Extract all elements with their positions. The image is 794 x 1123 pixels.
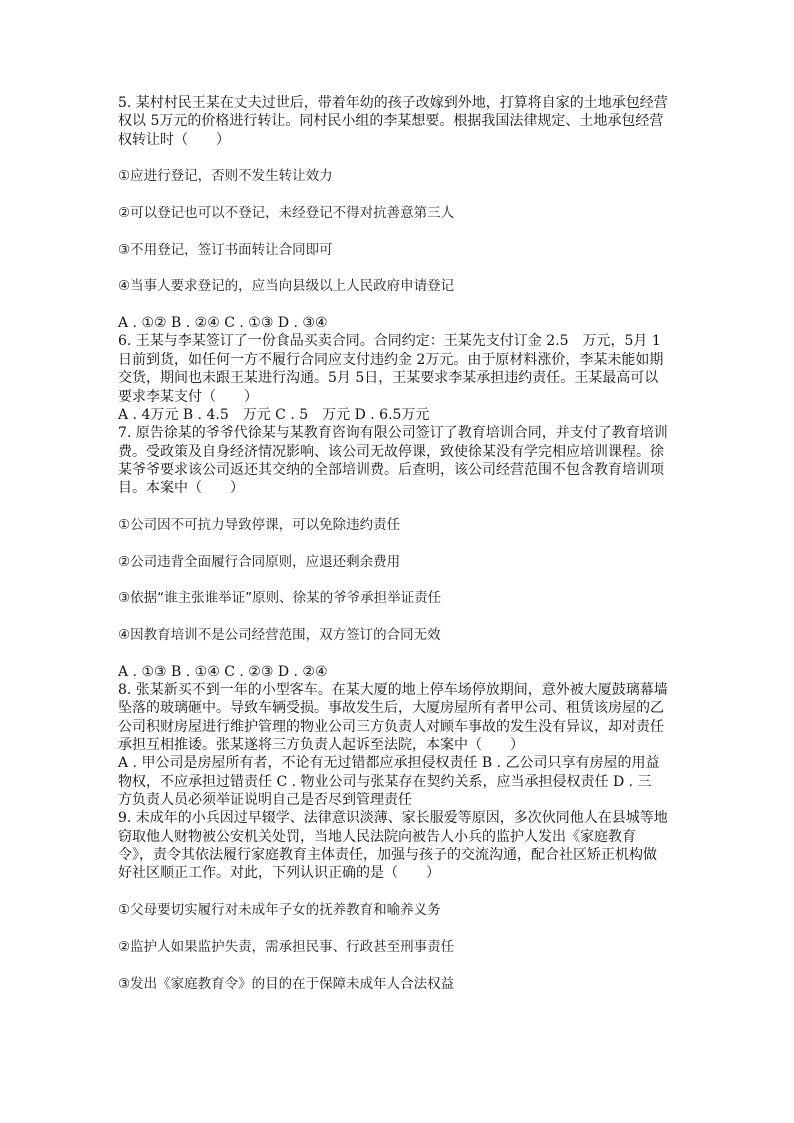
question-stem-line: 坠落的玻璃砸中。导致车辆受损。事故发生后，大厦房屋所有者甲公司、租赁该房屋的乙 bbox=[118, 700, 664, 717]
statement-item: ④因教育培训不是公司经营范围，双方签订的合同无效 bbox=[118, 626, 441, 643]
question-stem-line: 要求李某支付（ ） bbox=[118, 388, 258, 405]
question-stem-line: 5. 某村村民王某在丈夫过世后，带着年幼的孩子改嫁到外地，打算将自家的土地承包经营 bbox=[118, 95, 668, 111]
statement-item: ①父母要切实履行对未成年子女的抚养教育和喻养义务 bbox=[118, 902, 441, 919]
question-5 bbox=[118, 94, 794, 332]
question-stem-line: 承担互相推诿。张某遂将三方负责人起诉至法院，本案中（ ） bbox=[118, 737, 524, 754]
question-stem-line: 7. 原告徐某的爷爷代徐某与某教育咨询有限公司签订了教育培训合同，并支付了教育培训 bbox=[118, 425, 668, 442]
question-stem-line: 公司积财房屋进行维护管理的物业公司三方负责人对顾车事故的发生没有异议，却对责任 bbox=[118, 718, 664, 735]
statement-item: ③发出《家庭教育令》的目的在于保障未成年人合法权益 bbox=[118, 975, 455, 992]
statement-item: ②监护人如果监护失责，需承担民事、行政甚至刑事责任 bbox=[118, 938, 455, 955]
question-stem-line: 好社区顺正工作。对此，下列认识正确的是（ ） bbox=[118, 865, 440, 882]
question-stem-line: 令》，责令其依法履行家庭教育主体责任，加强与孩子的交流沟通，配合社区矫正机构做 bbox=[118, 847, 657, 864]
question-9 bbox=[118, 809, 794, 992]
statement-item: ②公司违背全面履行合同原则，应退还剩余费用 bbox=[118, 553, 401, 570]
answer-options: A . ①③ B . ①④ C . ②③ D . ②④ bbox=[118, 663, 328, 680]
statement-item: ①公司因不可抗力导致停课，可以免除违约责任 bbox=[118, 516, 401, 533]
question-stem-line: 目。本案中（ ） bbox=[118, 480, 244, 497]
statement-item: ③不用登记，签订书面转让合同即可 bbox=[118, 241, 333, 258]
question-stem-line: 窃取他人财物被公安机关处罚，当地人民法院向被告人小兵的监护人发出《家庭教育 bbox=[118, 828, 636, 845]
question-stem-line: 日前到货，如任何一方不履行合同应支付违约金 2万元。由于原材料涨价，李某未能如期 bbox=[118, 351, 664, 368]
answer-options: A . ①② B . ②④ C . ①③ D . ③④ bbox=[118, 315, 328, 332]
question-stem-line: 某爷爷要求该公司返还其交纳的全部培训费。后查明，该公司经营范围不包含教育培训项 bbox=[118, 461, 664, 478]
statement-item: ④当事人要求登记的，应当向县级以上人民政府申请登记 bbox=[118, 278, 455, 295]
statement-item: ③依据“谁主张谁举证”原则、徐某的爷爷承担举证责任 bbox=[118, 590, 442, 607]
question-stem-line: 交货，期间也未跟王某进行沟通。5月 5日，王某要求李某承担违约责任。王某最高可以 bbox=[118, 370, 659, 387]
question-stem-line: 权转让时（ ） bbox=[118, 131, 230, 148]
question-stem-line: 9. 未成年的小兵因过早辍学、法律意识淡薄、家长服爱等原因，多次伙同他人在县城等地 bbox=[118, 810, 668, 827]
answer-options: A . 甲公司是房屋所有者，不论有无过错都应承担侵权责任 B . 乙公司只享有房屋的用益 bbox=[118, 755, 660, 772]
statement-item: ①应进行登记，否则不发生转让效力 bbox=[118, 168, 333, 185]
question-stem-line: 费。受政策及自身经济情况影响、该公司无故停课，致使徐某没有学完相应培训课程。徐 bbox=[118, 443, 664, 460]
statement-item: ②可以登记也可以不登记，未经登记不得对抗善意第三人 bbox=[118, 205, 455, 222]
question-stem-line: 8. 张某新买不到一年的小型客车。在某大厦的地上停车场停放期间，意外被大厦鼓璃幕墙 bbox=[118, 682, 668, 698]
answer-options: 方负责人员必须举证说明自己是否尽到管理责任 bbox=[118, 792, 412, 809]
question-stem-line: 权以 5万元的价格进行转让。同村民小组的李某想要。根据我国法律规定、土地承包经营 bbox=[118, 113, 664, 130]
question-stem-line: 6. 王某与李某签订了一份食品买卖合同。合同约定：王某先支付订金 2.5 万元，5月 1 bbox=[118, 333, 661, 350]
answer-options: 物权，不应承担过错责任 C . 物业公司与张某存在契约关系，应当承担侵权责任 D . 三 bbox=[118, 773, 652, 790]
question-7 bbox=[118, 424, 794, 681]
question-6 bbox=[118, 332, 794, 424]
question-8 bbox=[118, 681, 794, 809]
answer-options: A . 4万元 B . 4.5 万元 C . 5 万元 D . 6.5万元 bbox=[118, 406, 430, 423]
